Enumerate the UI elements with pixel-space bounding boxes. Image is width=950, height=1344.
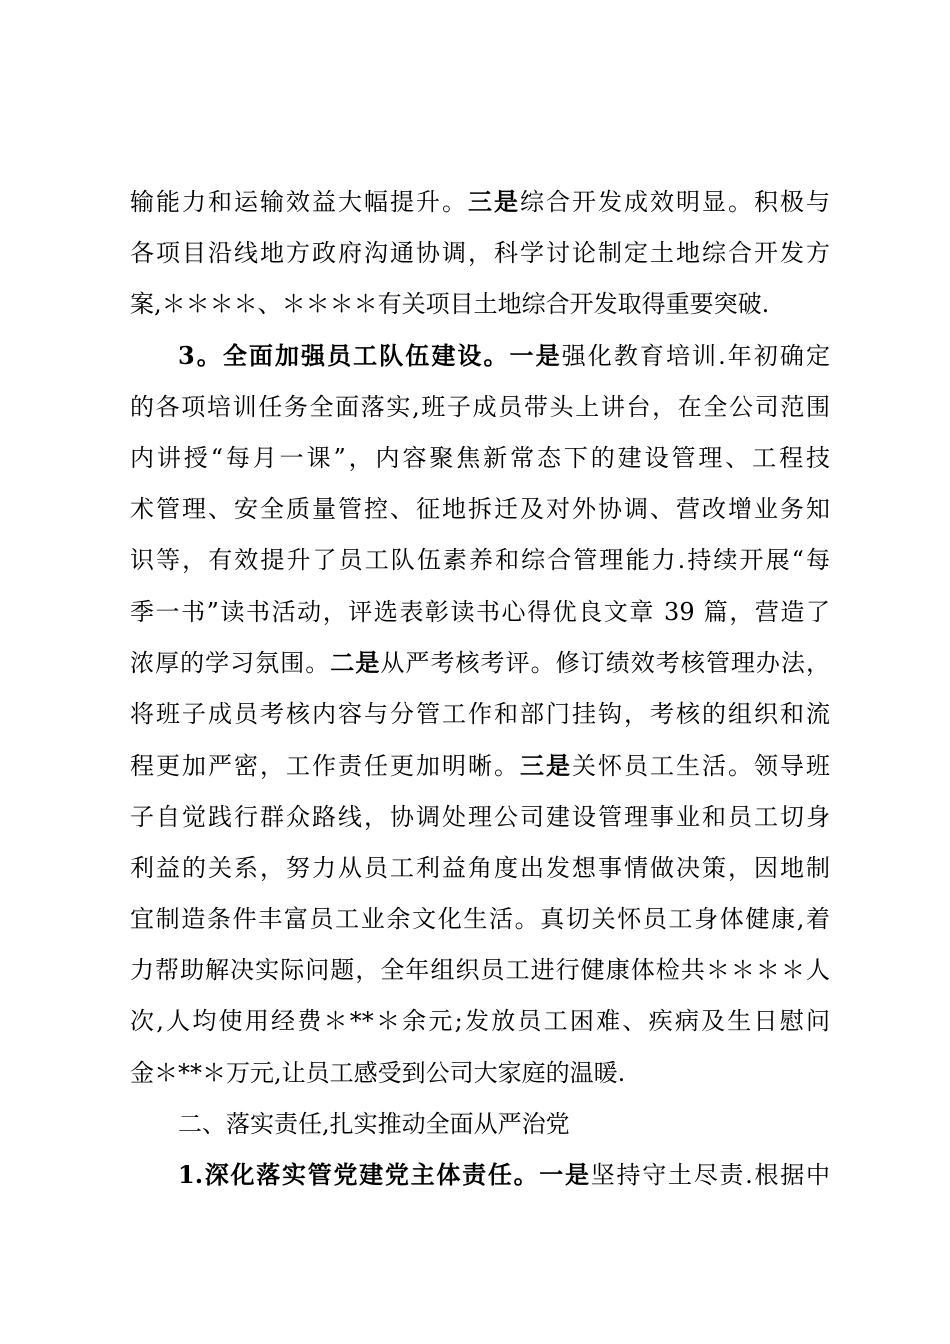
paragraph-line (130, 742, 830, 790)
text-span: 从严考核考评。修订绩效考核管理办法， (380, 649, 831, 677)
bold-text-span: 三是 (520, 751, 572, 780)
paragraph-line (130, 383, 830, 431)
paragraph-line (130, 280, 830, 328)
text-span: 案,＊＊＊＊、＊＊＊＊有关项目土地综合开发取得重要突破. (130, 290, 770, 318)
text-span: 坚持守土尽责.根据中 (590, 1161, 830, 1189)
bold-text-span: 1.深化落实管党建党主体责任。一是 (178, 1160, 591, 1189)
text-span: 关怀员工生活。领导班 (572, 752, 830, 780)
text-span: 利益的关系，努力从员工利益角度出发想事情做决策，因地制 (130, 854, 830, 882)
text-span: 金＊**＊万元,让员工感受到公司大家庭的温暖. (130, 1059, 626, 1087)
paragraph-line (130, 536, 830, 584)
paragraph-line (130, 588, 830, 636)
text-span: 各项目沿线地方政府沟通协调，科学讨论制定土地综合开发方 (130, 239, 830, 267)
text-span: 综合开发成效明显。积极与 (520, 188, 830, 216)
text-span: 强化教育培训.年初确定 (561, 342, 830, 370)
paragraph-line (130, 229, 830, 277)
text-span: 力帮助解决实际问题，全年组织员工进行健康体检共＊＊＊＊人 (130, 956, 830, 984)
text-span: 宜制造条件丰富员工业余文化生活。真切关怀员工身体健康,着 (130, 905, 830, 933)
paragraph-line (130, 485, 830, 533)
paragraph-line (130, 1049, 830, 1097)
text-span: 季一书”读书活动，评选表彰读书心得优良文章 39 篇，营造了 (130, 598, 830, 626)
bold-text-span: 3。全面加强员工队伍建设。一是 (178, 341, 562, 370)
text-span: 二、落实责任,扎实推动全面从严治党 (178, 1110, 570, 1138)
paragraph-line (178, 1100, 830, 1148)
paragraph-line (130, 690, 830, 738)
paragraph-line (130, 178, 830, 226)
text-span: 次,人均使用经费＊**＊余元;发放员工困难、疾病及生日慰问 (130, 1007, 830, 1035)
paragraph-line (178, 1151, 830, 1199)
bold-text-span: 二是 (330, 648, 381, 677)
text-span: 程更加严密，工作责任更加明晰。 (130, 752, 520, 780)
text-span: 子自觉践行群众路线，协调处理公司建设管理事业和员工切身 (130, 803, 830, 831)
paragraph-line (130, 997, 830, 1045)
text-span: 浓厚的学习氛围。 (130, 649, 331, 677)
paragraph-line (130, 793, 830, 841)
bold-text-span: 三是 (468, 187, 520, 216)
text-span: 识等，有效提升了员工队伍素养和综合管理能力.持续开展“每 (130, 546, 830, 574)
text-span: 术管理、安全质量管控、征地拆迁及对外协调、营改增业务知 (130, 495, 830, 523)
paragraph-line (130, 946, 830, 994)
text-span: 输能力和运输效益大幅提升。 (130, 188, 468, 216)
paragraph-line (130, 639, 830, 687)
paragraph-line (178, 332, 830, 380)
paragraph-line (130, 895, 830, 943)
text-span: 的各项培训任务全面落实,班子成员带头上讲台，在全公司范围 (130, 393, 830, 421)
text-span: 将班子成员考核内容与分管工作和部门挂钩，考核的组织和流 (130, 700, 830, 728)
paragraph-line (130, 844, 830, 892)
text-span: 内讲授“每月一课”，内容聚焦新常态下的建设管理、工程技 (130, 444, 830, 472)
paragraph-line (130, 434, 830, 482)
